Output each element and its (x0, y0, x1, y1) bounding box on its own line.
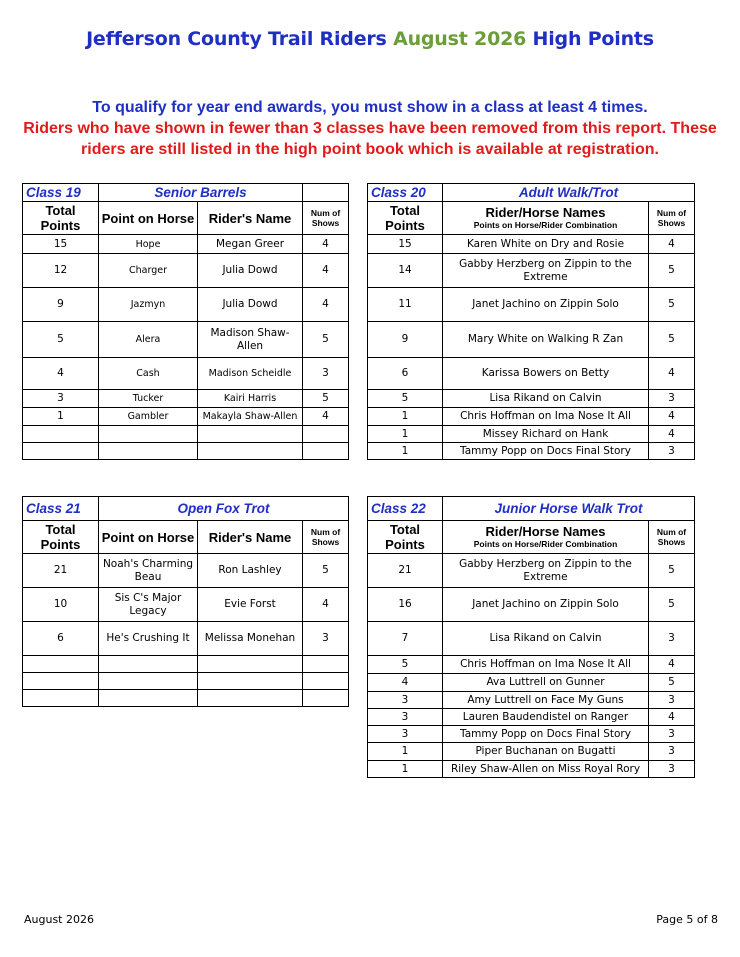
table-row (368, 408, 695, 426)
col-total-points: Total Points (23, 202, 99, 235)
class-19-table (22, 183, 349, 460)
col-rider-horse (443, 521, 649, 554)
title-suffix: High Points (532, 28, 654, 50)
cell-shows: 5 (649, 288, 695, 322)
table-row (368, 288, 695, 322)
table-row (368, 743, 695, 761)
cell-shows: 5 (649, 554, 695, 588)
cell-rider-horse: Karissa Bowers on Betty (443, 358, 649, 390)
cell-shows: 4 (649, 235, 695, 254)
cell-horse: Jazmyn (99, 288, 198, 322)
table-row (23, 554, 349, 588)
cell-points: 5 (23, 322, 99, 358)
title-club: Jefferson County Trail Riders (86, 28, 387, 50)
class-label: Class 19 (23, 184, 99, 202)
table-row (23, 390, 349, 408)
class-name: Senior Barrels (99, 184, 303, 202)
cell-points: 10 (23, 588, 99, 622)
title-month: August 2026 (393, 28, 527, 50)
cell-shows: 4 (649, 426, 695, 443)
cell-rider: Megan Greer (198, 235, 303, 254)
table-row (368, 588, 695, 622)
cell-points: 1 (368, 761, 443, 778)
col-point-on-horse: Point on Horse (99, 521, 198, 554)
cell-points: 11 (368, 288, 443, 322)
table-row (368, 443, 695, 460)
cell-shows: 5 (303, 554, 349, 588)
cell-points: 5 (368, 390, 443, 408)
col-riders-name: Rider's Name (198, 521, 303, 554)
notice-qualify: To qualify for year end awards, you must show in a class at least 4 times. (92, 99, 648, 116)
cell-horse: Charger (99, 254, 198, 288)
cell-rider: Makayla Shaw-Allen (198, 408, 303, 426)
cell-points: 1 (368, 443, 443, 460)
table-row (23, 588, 349, 622)
cell-rider-horse: Riley Shaw-Allen on Miss Royal Rory (443, 761, 649, 778)
empty-row (23, 443, 349, 460)
table-row (368, 426, 695, 443)
cell-shows: 3 (649, 390, 695, 408)
table-row (368, 554, 695, 588)
cell-shows: 4 (303, 588, 349, 622)
cell-rider: Melissa Monehan (198, 622, 303, 656)
cell-shows: 4 (303, 254, 349, 288)
col-point-on-horse: Point on Horse (99, 202, 198, 235)
cell-rider-horse: Mary White on Walking R Zan (443, 322, 649, 358)
cell-shows: 5 (303, 322, 349, 358)
table-row (368, 622, 695, 656)
cell-shows: 3 (649, 761, 695, 778)
col-rider-horse-subtitle: Points on Horse/Rider Combination (473, 220, 618, 230)
cell-horse: Alera (99, 322, 198, 358)
cell-points: 1 (23, 408, 99, 426)
col-rider-horse (443, 202, 649, 235)
cell-horse: Tucker (99, 390, 198, 408)
cell-shows: 5 (649, 254, 695, 288)
col-rider-horse-subtitle: Points on Horse/Rider Combination (473, 539, 618, 549)
cell-points: 1 (368, 743, 443, 761)
table-row (23, 408, 349, 426)
cell-points: 1 (368, 426, 443, 443)
col-rider-horse-title: Rider/Horse Names (485, 524, 606, 539)
cell-rider: Evie Forst (198, 588, 303, 622)
cell-rider-horse: Chris Hoffman on Ima Nose It All (443, 656, 649, 674)
cell-points: 3 (368, 692, 443, 709)
cell-rider-horse: Lisa Rikand on Calvin (443, 390, 649, 408)
cell-points: 9 (23, 288, 99, 322)
cell-rider-horse: Lisa Rikand on Calvin (443, 622, 649, 656)
class-name: Adult Walk/Trot (443, 184, 695, 202)
cell-shows: 5 (649, 322, 695, 358)
empty-row (23, 656, 349, 673)
table-row (23, 322, 349, 358)
qualification-notice (20, 97, 720, 160)
cell-shows: 3 (649, 726, 695, 743)
col-num-shows: Num of Shows (303, 521, 349, 554)
cell-points: 3 (368, 726, 443, 743)
cell-horse: Sis C's Major Legacy (99, 588, 198, 622)
table-row (368, 709, 695, 726)
col-num-shows: Num of Shows (649, 202, 695, 235)
table-row (23, 235, 349, 254)
cell-rider-horse: Tammy Popp on Docs Final Story (443, 726, 649, 743)
class-label: Class 20 (368, 184, 443, 202)
cell-rider-horse: Piper Buchanan on Bugatti (443, 743, 649, 761)
cell-rider-horse: Gabby Herzberg on Zippin to the Extreme (443, 554, 649, 588)
cell-shows: 5 (649, 674, 695, 692)
cell-rider-horse: Karen White on Dry and Rosie (443, 235, 649, 254)
table-row (368, 761, 695, 778)
cell-rider-horse: Janet Jachino on Zippin Solo (443, 288, 649, 322)
cell-shows: 3 (649, 622, 695, 656)
cell-horse: Noah's Charming Beau (99, 554, 198, 588)
cell-rider-horse: Chris Hoffman on Ima Nose It All (443, 408, 649, 426)
col-rider-horse-title: Rider/Horse Names (485, 205, 606, 220)
col-total-points: Total Points (368, 521, 443, 554)
cell-rider-horse: Amy Luttrell on Face My Guns (443, 692, 649, 709)
cell-points: 3 (368, 709, 443, 726)
cell-shows: 4 (303, 288, 349, 322)
cell-shows: 3 (649, 743, 695, 761)
cell-rider-horse: Gabby Herzberg on Zippin to the Extreme (443, 254, 649, 288)
cell-points: 3 (23, 390, 99, 408)
cell-rider-horse: Lauren Baudendistel on Ranger (443, 709, 649, 726)
cell-rider: Ron Lashley (198, 554, 303, 588)
cell-rider: Madison Scheidle (198, 358, 303, 390)
page-title (0, 28, 740, 50)
cell-rider-horse: Missey Richard on Hank (443, 426, 649, 443)
cell-points: 15 (23, 235, 99, 254)
cell-points: 7 (368, 622, 443, 656)
empty-row (23, 426, 349, 443)
table-row (368, 692, 695, 709)
col-num-shows: Num of Shows (649, 521, 695, 554)
cell-points: 4 (368, 674, 443, 692)
cell-shows: 3 (649, 692, 695, 709)
cell-rider-horse: Tammy Popp on Docs Final Story (443, 443, 649, 460)
cell-points: 6 (23, 622, 99, 656)
cell-shows: 4 (649, 408, 695, 426)
cell-shows: 3 (649, 443, 695, 460)
table-row (368, 235, 695, 254)
class-label: Class 21 (23, 497, 99, 521)
col-total-points: Total Points (368, 202, 443, 235)
cell-points: 5 (368, 656, 443, 674)
empty-row (23, 673, 349, 690)
cell-horse: Gambler (99, 408, 198, 426)
cell-shows: 4 (303, 235, 349, 254)
class-20-table (367, 183, 695, 460)
class-name: Open Fox Trot (99, 497, 349, 521)
table-row (368, 726, 695, 743)
cell-shows: 4 (649, 709, 695, 726)
cell-shows: 4 (303, 408, 349, 426)
table-row (368, 254, 695, 288)
table-row (23, 254, 349, 288)
cell-rider: Madison Shaw-Allen (198, 322, 303, 358)
table-row (23, 358, 349, 390)
table-row (23, 622, 349, 656)
table-row (368, 322, 695, 358)
cell-points: 6 (368, 358, 443, 390)
empty-row (23, 690, 349, 707)
notice-removed: Riders who have shown in fewer than 3 classes have been removed from this report. These riders are still listed in the high point book which is available at registration. (23, 120, 717, 158)
cell-points: 9 (368, 322, 443, 358)
cell-rider: Julia Dowd (198, 288, 303, 322)
cell-points: 12 (23, 254, 99, 288)
cell-rider-horse: Janet Jachino on Zippin Solo (443, 588, 649, 622)
cell-shows: 4 (649, 656, 695, 674)
col-riders-name: Rider's Name (198, 202, 303, 235)
cell-points: 21 (368, 554, 443, 588)
footer-date: August 2026 (24, 913, 94, 926)
cell-rider-horse: Ava Luttrell on Gunner (443, 674, 649, 692)
cell-horse: He's Crushing It (99, 622, 198, 656)
col-total-points: Total Points (23, 521, 99, 554)
table-row (23, 288, 349, 322)
table-row (368, 358, 695, 390)
header-spacer (303, 184, 349, 202)
cell-shows: 3 (303, 622, 349, 656)
footer-page-number: Page 5 of 8 (656, 913, 718, 926)
table-row (368, 390, 695, 408)
cell-points: 1 (368, 408, 443, 426)
table-row (368, 656, 695, 674)
cell-shows: 3 (303, 358, 349, 390)
cell-shows: 5 (303, 390, 349, 408)
cell-points: 15 (368, 235, 443, 254)
cell-horse: Cash (99, 358, 198, 390)
cell-points: 21 (23, 554, 99, 588)
cell-rider: Kairi Harris (198, 390, 303, 408)
cell-points: 4 (23, 358, 99, 390)
cell-shows: 4 (649, 358, 695, 390)
class-22-table (367, 496, 695, 778)
cell-rider: Julia Dowd (198, 254, 303, 288)
cell-shows: 5 (649, 588, 695, 622)
table-row (368, 674, 695, 692)
class-21-table (22, 496, 349, 707)
cell-horse: Hope (99, 235, 198, 254)
cell-points: 16 (368, 588, 443, 622)
class-name: Junior Horse Walk Trot (443, 497, 695, 521)
cell-points: 14 (368, 254, 443, 288)
col-num-shows: Num of Shows (303, 202, 349, 235)
class-label: Class 22 (368, 497, 443, 521)
